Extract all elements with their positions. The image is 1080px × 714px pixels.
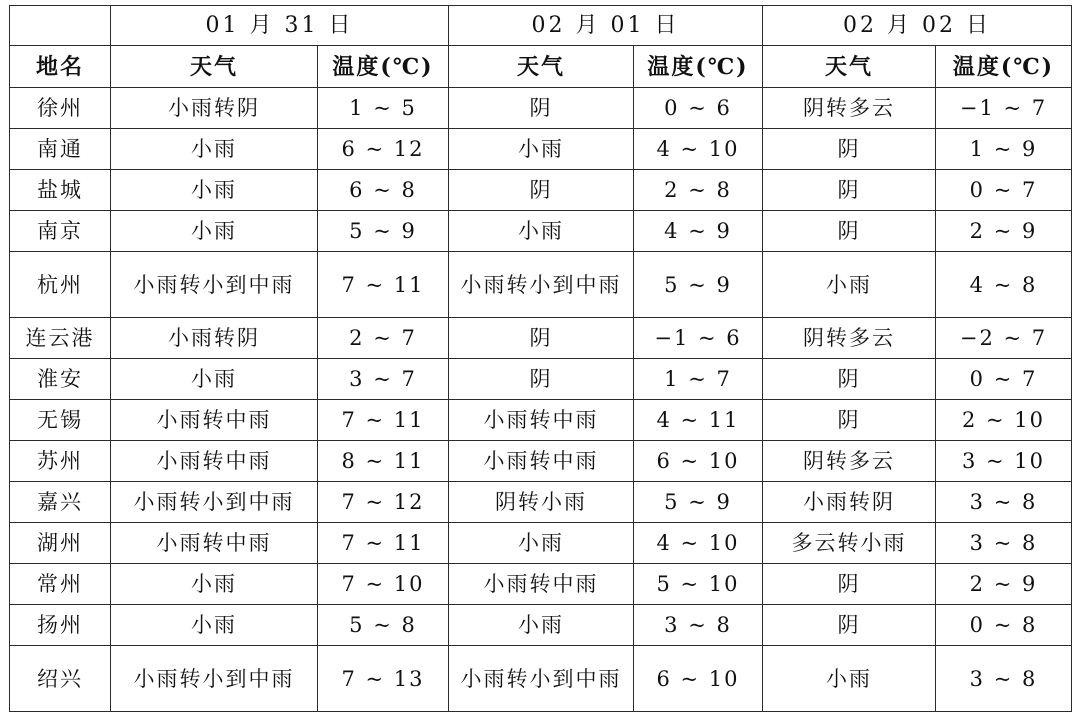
city-cell: 绍兴 [10, 646, 111, 712]
weather-cell-day3: 多云转小雨 [763, 523, 936, 564]
city-cell: 嘉兴 [10, 482, 111, 523]
temp-cell-day3: 3 ~ 10 [936, 441, 1072, 482]
weather-cell-day2: 阴 [449, 170, 634, 211]
table-row [10, 170, 1072, 211]
temp-cell-day1: 5 ~ 8 [318, 605, 449, 646]
city-cell: 徐州 [10, 88, 111, 129]
weather-cell-day3: 小雨转阴 [763, 482, 936, 523]
table-row [10, 211, 1072, 252]
weather-header-day2: 天气 [449, 46, 634, 88]
place-header: 地名 [10, 46, 111, 88]
weather-cell-day2: 小雨转小到中雨 [449, 252, 634, 318]
temp-cell-day1: 7 ~ 11 [318, 252, 449, 318]
temp-cell-day1: 3 ~ 7 [318, 359, 449, 400]
temp-cell-day2: 1 ~ 7 [634, 359, 763, 400]
city-cell: 连云港 [10, 318, 111, 359]
city-cell: 湖州 [10, 523, 111, 564]
temp-cell-day1: 6 ~ 12 [318, 129, 449, 170]
date-header-row [10, 6, 1072, 46]
temp-cell-day3: 3 ~ 8 [936, 482, 1072, 523]
temp-cell-day3: 2 ~ 9 [936, 564, 1072, 605]
city-cell: 盐城 [10, 170, 111, 211]
weather-header-day3: 天气 [763, 46, 936, 88]
weather-cell-day2: 小雨转小到中雨 [449, 646, 634, 712]
temp-cell-day2: 4 ~ 10 [634, 129, 763, 170]
table-row [10, 359, 1072, 400]
weather-cell-day1: 小雨 [111, 170, 318, 211]
weather-cell-day1: 小雨转阴 [111, 88, 318, 129]
weather-cell-day2: 阴 [449, 88, 634, 129]
temp-header-day3: 温度(℃) [936, 46, 1072, 88]
weather-cell-day3: 阴 [763, 129, 936, 170]
city-cell: 南京 [10, 211, 111, 252]
temp-cell-day3: −1 ~ 7 [936, 88, 1072, 129]
temp-cell-day2: 4 ~ 11 [634, 400, 763, 441]
date-header-day2: 02 月 01 日 [449, 6, 763, 46]
weather-cell-day1: 小雨转阴 [111, 318, 318, 359]
weather-cell-day2: 阴 [449, 359, 634, 400]
temp-cell-day1: 7 ~ 10 [318, 564, 449, 605]
weather-forecast-table [9, 5, 1072, 712]
table-row [10, 252, 1072, 318]
date-header-day3: 02 月 02 日 [763, 6, 1072, 46]
temp-cell-day1: 2 ~ 7 [318, 318, 449, 359]
temp-cell-day2: 5 ~ 9 [634, 482, 763, 523]
weather-cell-day2: 阴 [449, 318, 634, 359]
temp-cell-day2: 0 ~ 6 [634, 88, 763, 129]
weather-cell-day3: 阴转多云 [763, 318, 936, 359]
weather-header-day1: 天气 [111, 46, 318, 88]
temp-cell-day2: −1 ~ 6 [634, 318, 763, 359]
temp-cell-day2: 5 ~ 9 [634, 252, 763, 318]
weather-cell-day1: 小雨 [111, 211, 318, 252]
weather-cell-day2: 小雨转中雨 [449, 564, 634, 605]
weather-cell-day1: 小雨转小到中雨 [111, 482, 318, 523]
city-cell: 苏州 [10, 441, 111, 482]
weather-cell-day1: 小雨 [111, 605, 318, 646]
weather-cell-day2: 小雨 [449, 211, 634, 252]
temp-cell-day2: 3 ~ 8 [634, 605, 763, 646]
table-row [10, 523, 1072, 564]
temp-cell-day1: 7 ~ 13 [318, 646, 449, 712]
weather-cell-day2: 小雨 [449, 605, 634, 646]
temp-cell-day3: 3 ~ 8 [936, 646, 1072, 712]
weather-cell-day3: 阴 [763, 170, 936, 211]
weather-cell-day1: 小雨 [111, 129, 318, 170]
table-row [10, 318, 1072, 359]
weather-cell-day3: 阴 [763, 359, 936, 400]
weather-cell-day1: 小雨 [111, 359, 318, 400]
city-cell: 无锡 [10, 400, 111, 441]
temp-cell-day3: 2 ~ 10 [936, 400, 1072, 441]
table-row [10, 88, 1072, 129]
weather-cell-day3: 小雨 [763, 646, 936, 712]
table-row [10, 482, 1072, 523]
temp-cell-day3: 1 ~ 9 [936, 129, 1072, 170]
temp-cell-day2: 5 ~ 10 [634, 564, 763, 605]
weather-cell-day1: 小雨转小到中雨 [111, 252, 318, 318]
weather-cell-day1: 小雨 [111, 564, 318, 605]
temp-cell-day1: 7 ~ 11 [318, 523, 449, 564]
city-cell: 扬州 [10, 605, 111, 646]
city-cell: 淮安 [10, 359, 111, 400]
weather-cell-day3: 阴 [763, 211, 936, 252]
weather-cell-day3: 阴 [763, 605, 936, 646]
table-row [10, 605, 1072, 646]
weather-cell-day2: 阴转小雨 [449, 482, 634, 523]
temp-cell-day2: 4 ~ 10 [634, 523, 763, 564]
temp-cell-day2: 6 ~ 10 [634, 441, 763, 482]
weather-cell-day1: 小雨转中雨 [111, 441, 318, 482]
weather-cell-day2: 小雨 [449, 523, 634, 564]
temp-cell-day1: 7 ~ 12 [318, 482, 449, 523]
column-header-row [10, 46, 1072, 88]
temp-cell-day3: 0 ~ 8 [936, 605, 1072, 646]
temp-cell-day2: 4 ~ 9 [634, 211, 763, 252]
temp-cell-day3: 0 ~ 7 [936, 170, 1072, 211]
temp-cell-day1: 5 ~ 9 [318, 211, 449, 252]
temp-cell-day2: 2 ~ 8 [634, 170, 763, 211]
table-row [10, 564, 1072, 605]
weather-cell-day3: 阴 [763, 400, 936, 441]
weather-cell-day2: 小雨转中雨 [449, 441, 634, 482]
city-cell: 杭州 [10, 252, 111, 318]
weather-cell-day3: 阴 [763, 564, 936, 605]
temp-header-day1: 温度(℃) [318, 46, 449, 88]
table-row [10, 129, 1072, 170]
table-row [10, 441, 1072, 482]
city-cell: 南通 [10, 129, 111, 170]
table-row [10, 646, 1072, 712]
date-header-day1: 01 月 31 日 [111, 6, 449, 46]
temp-cell-day1: 8 ~ 11 [318, 441, 449, 482]
weather-cell-day1: 小雨转小到中雨 [111, 646, 318, 712]
temp-cell-day2: 6 ~ 10 [634, 646, 763, 712]
weather-cell-day1: 小雨转中雨 [111, 400, 318, 441]
weather-cell-day1: 小雨转中雨 [111, 523, 318, 564]
temp-header-day2: 温度(℃) [634, 46, 763, 88]
temp-cell-day3: 4 ~ 8 [936, 252, 1072, 318]
weather-cell-day3: 阴转多云 [763, 441, 936, 482]
forecast-table-wrapper [9, 5, 1072, 712]
temp-cell-day1: 7 ~ 11 [318, 400, 449, 441]
weather-cell-day3: 阴转多云 [763, 88, 936, 129]
temp-cell-day1: 6 ~ 8 [318, 170, 449, 211]
corner-cell [10, 6, 111, 46]
city-cell: 常州 [10, 564, 111, 605]
weather-cell-day2: 小雨 [449, 129, 634, 170]
temp-cell-day3: 3 ~ 8 [936, 523, 1072, 564]
temp-cell-day1: 1 ~ 5 [318, 88, 449, 129]
weather-cell-day3: 小雨 [763, 252, 936, 318]
weather-cell-day2: 小雨转中雨 [449, 400, 634, 441]
table-row [10, 400, 1072, 441]
temp-cell-day3: 0 ~ 7 [936, 359, 1072, 400]
temp-cell-day3: −2 ~ 7 [936, 318, 1072, 359]
temp-cell-day3: 2 ~ 9 [936, 211, 1072, 252]
